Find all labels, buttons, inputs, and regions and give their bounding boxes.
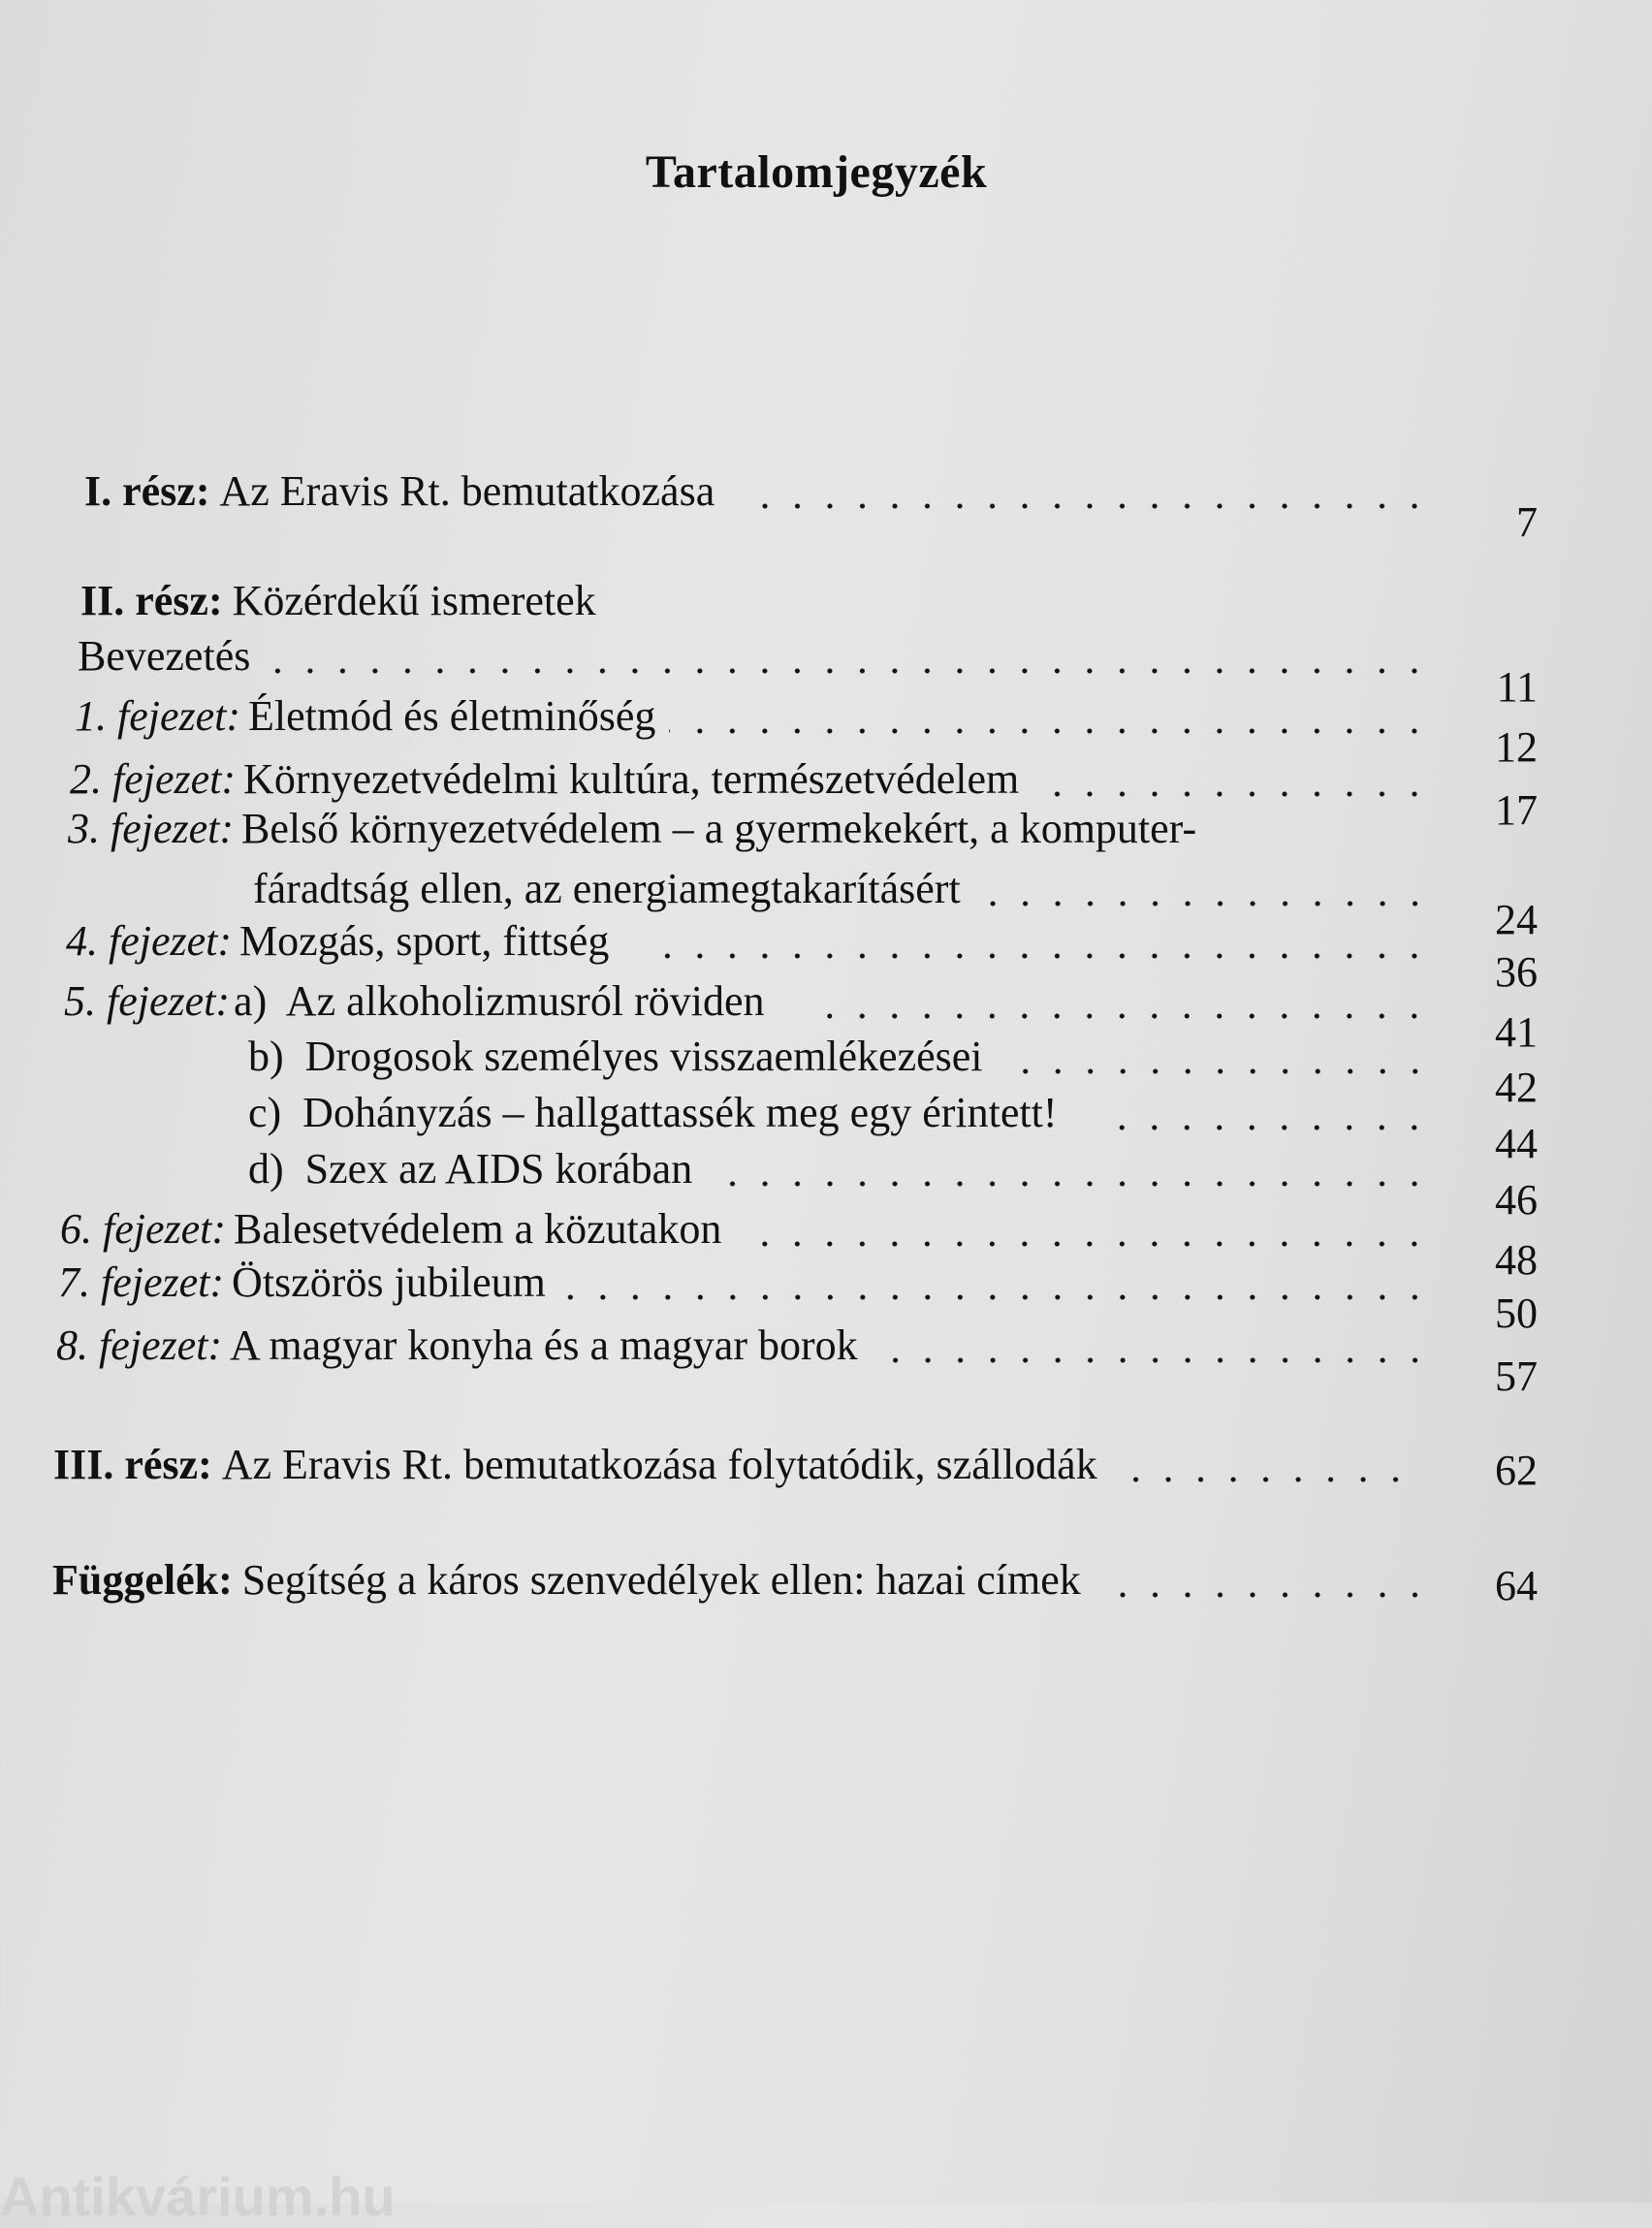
page-number: 46 bbox=[1495, 1176, 1538, 1224]
entry-title: Ötszörös jubileum bbox=[232, 1258, 546, 1306]
toc-entry bbox=[58, 1258, 1538, 1337]
page-title: Tartalomjegyzék bbox=[645, 146, 988, 198]
entry-prefix: 1. fejezet: bbox=[75, 692, 241, 740]
entry-prefix: 5. fejezet: bbox=[64, 977, 231, 1025]
toc-entry bbox=[84, 467, 1538, 546]
entry-title: Mozgás, sport, fittség bbox=[239, 917, 610, 965]
entry-prefix: II. rész: bbox=[80, 577, 223, 624]
toc-entry bbox=[75, 692, 1538, 771]
entry-prefix: III. rész: bbox=[53, 1441, 212, 1488]
dot-leader bbox=[721, 1178, 1431, 1190]
dot-leader bbox=[803, 1010, 1431, 1022]
entry-title: a) Az alkoholizmusról röviden bbox=[234, 977, 765, 1025]
page-number: 24 bbox=[1495, 896, 1538, 943]
entry-title: c) Dohányzás – hallgattassék meg egy érintett! bbox=[248, 1089, 1058, 1136]
entry-prefix: 3. fejezet: bbox=[68, 805, 235, 852]
entry-title: Segítség a káros szenvedélyek ellen: hazai címek bbox=[241, 1556, 1081, 1604]
toc-entry bbox=[80, 577, 1538, 625]
page-number: 48 bbox=[1495, 1236, 1538, 1284]
dot-leader bbox=[648, 950, 1431, 962]
page-number: 17 bbox=[1495, 786, 1538, 834]
dot-leader bbox=[264, 665, 1431, 677]
entry-prefix: 8. fejezet: bbox=[56, 1321, 223, 1369]
entry-title: Az Eravis Rt. bemutatkozása folytatódik, szállodák bbox=[221, 1441, 1097, 1488]
entry-title: d) Szex az AIDS korában bbox=[248, 1145, 693, 1193]
dot-leader bbox=[756, 1238, 1431, 1250]
entry-title: Közérdekű ismeretek bbox=[232, 577, 596, 624]
dot-leader bbox=[559, 1291, 1431, 1303]
dot-leader bbox=[872, 1354, 1431, 1366]
dot-leader bbox=[974, 898, 1431, 909]
toc-entry bbox=[64, 977, 1538, 1056]
dot-leader bbox=[1116, 1589, 1431, 1601]
watermark: Antikvárium.hu bbox=[0, 2166, 396, 2227]
entry-title: Balesetvédelem a közutakon bbox=[234, 1205, 722, 1253]
dot-leader bbox=[1132, 1474, 1412, 1485]
entry-title: Az Eravis Rt. bemutatkozása bbox=[219, 467, 715, 515]
entry-title: Környezetvédelmi kultúra, természetvédelem bbox=[243, 755, 1020, 803]
toc-entry bbox=[66, 917, 1538, 996]
dot-leader bbox=[1096, 1122, 1431, 1133]
dot-leader bbox=[753, 500, 1431, 512]
toc-entry bbox=[52, 1556, 1538, 1609]
entry-title: Életmód és életminőség bbox=[248, 692, 656, 740]
page-number: 12 bbox=[1495, 723, 1538, 771]
entry-title: b) Drogosok személyes visszaemlékezései bbox=[248, 1033, 983, 1080]
toc-entry bbox=[53, 1441, 1538, 1494]
dot-leader bbox=[1032, 788, 1431, 800]
entry-title: Bevezetés bbox=[78, 632, 251, 680]
page-number: 42 bbox=[1495, 1064, 1538, 1111]
page-number: 11 bbox=[1496, 663, 1538, 711]
page-number: 36 bbox=[1495, 948, 1538, 996]
entry-prefix: 4. fejezet: bbox=[66, 917, 233, 965]
toc-entry bbox=[248, 1033, 1538, 1111]
page-number: 57 bbox=[1495, 1353, 1538, 1400]
toc-entry bbox=[56, 1321, 1538, 1400]
page-number: 7 bbox=[1516, 498, 1538, 546]
entry-title: A magyar konyha és a magyar borok bbox=[230, 1321, 858, 1369]
page-number: 50 bbox=[1495, 1289, 1538, 1337]
page-number: 44 bbox=[1495, 1120, 1538, 1167]
toc-entry bbox=[248, 1145, 1538, 1224]
entry-prefix: 7. fejezet: bbox=[58, 1258, 225, 1306]
toc-entry bbox=[248, 1089, 1538, 1167]
entry-prefix: 2. fejezet: bbox=[70, 755, 237, 803]
page-number: 62 bbox=[1495, 1447, 1538, 1494]
toc-entry bbox=[78, 632, 1538, 711]
entry-prefix: 6. fejezet: bbox=[60, 1205, 227, 1253]
page-number: 64 bbox=[1495, 1562, 1538, 1609]
dot-leader bbox=[669, 725, 1431, 737]
entry-title: Belső környezetvédelem – a gyermekekért, a komputer- bbox=[241, 805, 1197, 852]
entry-prefix: I. rész: bbox=[84, 467, 210, 515]
page-number: 41 bbox=[1495, 1008, 1538, 1056]
toc-entry bbox=[68, 805, 1538, 853]
entry-title: fáradtság ellen, az energiamegtakarításért bbox=[253, 865, 961, 912]
dot-leader bbox=[997, 1066, 1431, 1077]
entry-prefix: Függelék: bbox=[52, 1556, 233, 1604]
